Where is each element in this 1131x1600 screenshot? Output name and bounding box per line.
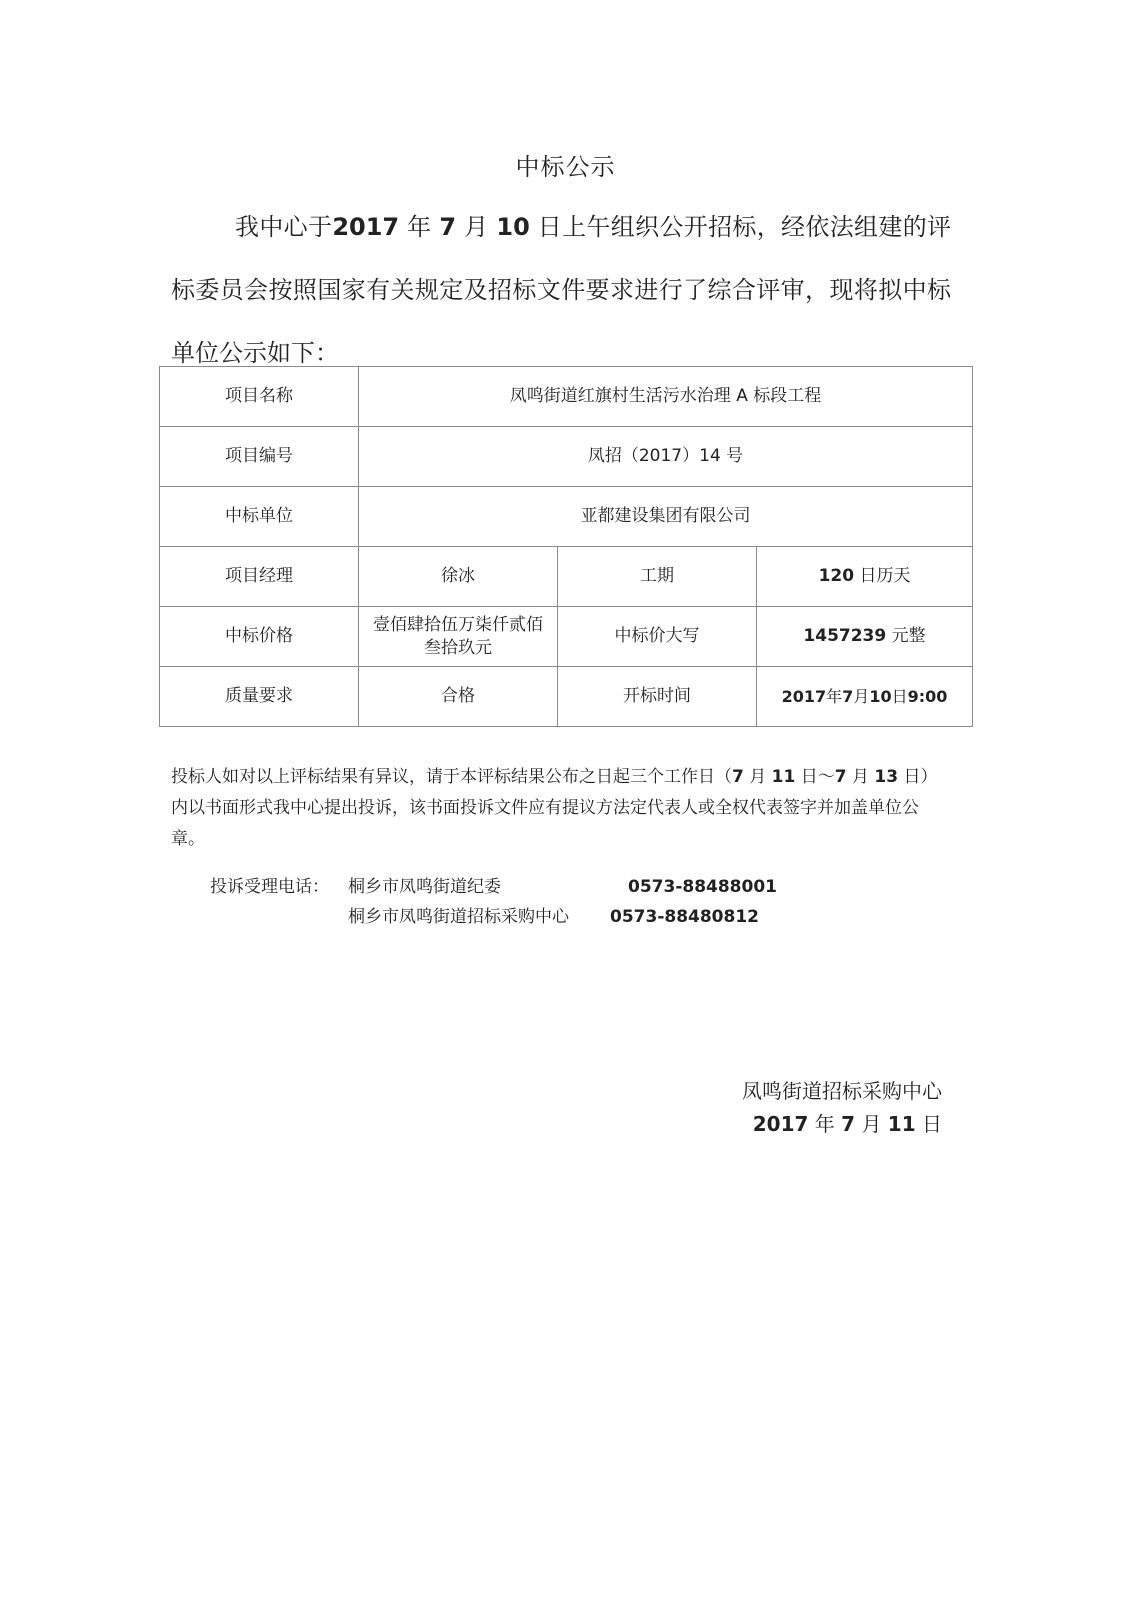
- duration-num: 120: [818, 566, 855, 586]
- intro-text-3: 月: [464, 213, 489, 241]
- sign-day-unit: 日: [922, 1112, 942, 1136]
- intro-text-4: 日上午组织公开招标，经依法组建的评标委员会按照国家有关规定及招标文件要求进行了综合评审，现将拟中标单位公示如下：: [171, 213, 952, 367]
- notice-text-1: 投标人如对以上评标结果有异议，请于本评标结果公布之日起三个工作日（: [171, 767, 732, 787]
- notice-d1-month: 7: [732, 767, 744, 787]
- sign-month-unit: 月: [861, 1112, 882, 1136]
- project-no-value: 凤招（2017）14 号: [359, 427, 973, 487]
- contact-org-1: 桐乡市凤鸣街道纪委: [348, 877, 501, 897]
- signature-block: [742, 1075, 942, 1141]
- table-row: [160, 427, 973, 487]
- quality-value: 合格: [359, 667, 558, 727]
- open-month: 7: [842, 687, 854, 706]
- table-row: [160, 667, 973, 727]
- price-caps-label: 中标价大写: [558, 607, 757, 667]
- manager-label: 项目经理: [160, 547, 359, 607]
- project-name-label: 项目名称: [160, 367, 359, 427]
- intro-paragraph: [171, 196, 951, 385]
- winner-value: 亚都建设集团有限公司: [359, 487, 973, 547]
- table-row: [160, 607, 973, 667]
- intro-text-2: 年: [407, 213, 432, 241]
- duration-unit: 日历天: [859, 566, 911, 586]
- notice-text-2: 日）内以书面形式我中心提出投诉，该书面投诉文件应有提议方法定代表人或全权代表签字并加盖单位公章。: [171, 767, 938, 849]
- open-month-unit: 月: [853, 687, 870, 706]
- contacts-label: 投诉受理电话：: [210, 877, 329, 897]
- notice-d1-tail: 日～: [800, 767, 835, 787]
- table-row: [160, 487, 973, 547]
- winner-label: 中标单位: [160, 487, 359, 547]
- open-year-unit: 年: [826, 687, 843, 706]
- intro-month: 7: [439, 213, 457, 241]
- award-table: [159, 366, 973, 727]
- project-name-value: 凤鸣街道红旗村生活污水治理 A 标段工程: [359, 367, 973, 427]
- quality-label: 质量要求: [160, 667, 359, 727]
- notice-d2-month: 7: [834, 767, 847, 787]
- intro-text-1: 我中心于: [235, 213, 333, 241]
- objection-notice: [171, 762, 951, 855]
- intro-day: 10: [496, 213, 530, 241]
- table-row: [160, 547, 973, 607]
- price-caps-unit: 元整: [891, 626, 926, 646]
- duration-value: [757, 547, 973, 607]
- open-day-unit: 日: [891, 687, 908, 706]
- sign-day: 11: [887, 1112, 916, 1136]
- notice-d1-day: 11: [771, 767, 796, 787]
- open-hour: 9:00: [907, 687, 948, 706]
- sign-year: 2017: [752, 1112, 809, 1136]
- sign-month: 7: [841, 1112, 856, 1136]
- price-label: 中标价格: [160, 607, 359, 667]
- contact-phone-2: 0573-88480812: [610, 907, 759, 927]
- open-time-label: 开标时间: [558, 667, 757, 727]
- project-no-label: 项目编号: [160, 427, 359, 487]
- intro-year: 2017: [332, 213, 400, 241]
- contact-phone-1: 0573-88488001: [628, 877, 777, 897]
- sign-year-unit: 年: [814, 1112, 835, 1136]
- price-value: 壹佰肆拾伍万柒仟贰佰叁拾玖元: [359, 607, 558, 667]
- open-time-value: [757, 667, 973, 727]
- open-year: 2017: [781, 687, 827, 706]
- document-title: 中标公示: [515, 153, 616, 181]
- notice-d2-sep: 月: [851, 767, 869, 787]
- price-caps-value: [757, 607, 973, 667]
- notice-d1-sep: 月: [749, 767, 767, 787]
- notice-d2-day: 13: [874, 767, 899, 787]
- manager-value: 徐冰: [359, 547, 558, 607]
- sign-org: 凤鸣街道招标采购中心: [742, 1079, 942, 1103]
- duration-label: 工期: [558, 547, 757, 607]
- contact-org-2: 桐乡市凤鸣街道招标采购中心: [348, 907, 569, 927]
- open-day: 10: [869, 687, 892, 706]
- table-row: [160, 367, 973, 427]
- sign-date: [742, 1108, 942, 1141]
- price-caps-num: 1457239: [803, 626, 887, 646]
